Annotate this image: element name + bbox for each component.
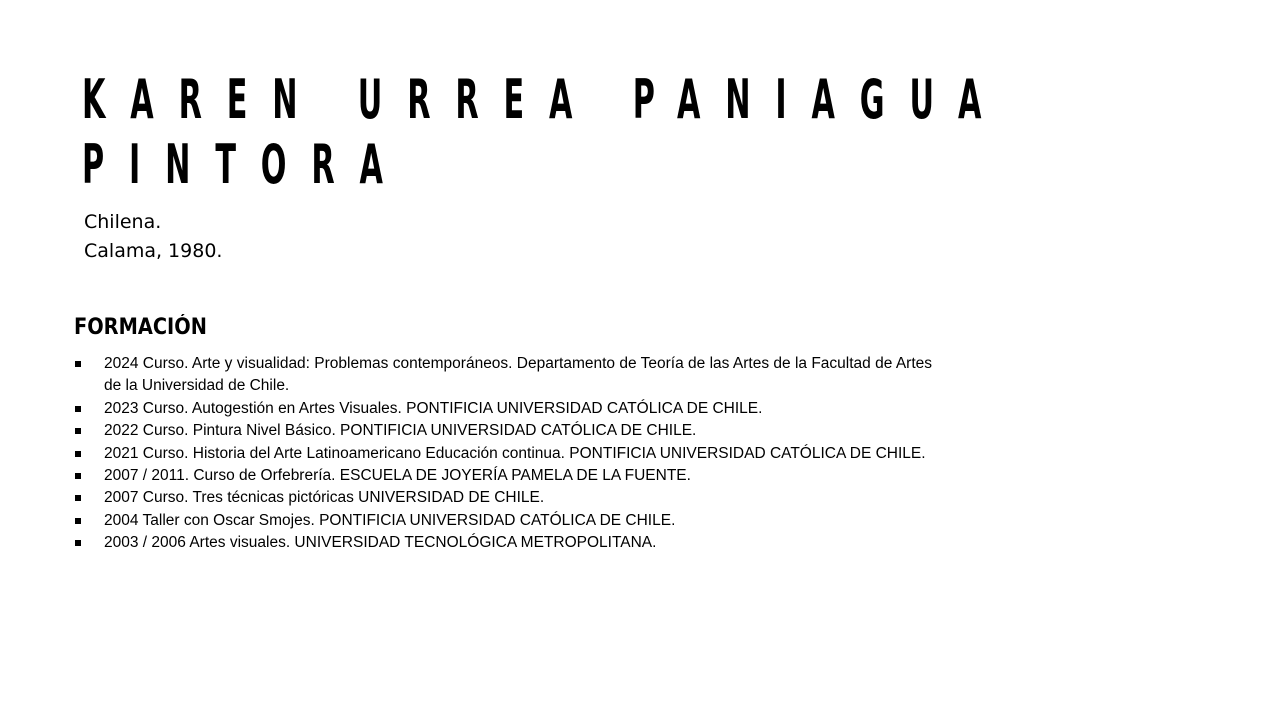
formacion-item-text: 2022 Curso. Pintura Nivel Básico. PONTIFICIA UNIVERSIDAD CATÓLICA DE CHILE. xyxy=(104,422,697,440)
formacion-heading: FORMACIÓN xyxy=(74,315,207,340)
formacion-item-text: 2021 Curso. Historia del Arte Latinoamericano Educación continua. PONTIFICIA UNIVERSIDAD CATÓLICA DE CHILE. xyxy=(104,444,926,462)
artist-profession-title: PINTORA xyxy=(82,133,408,196)
artist-name-title: KAREN URREA PANIAGUA xyxy=(82,68,1007,131)
square-bullet-icon xyxy=(75,473,81,479)
formacion-item xyxy=(74,487,932,509)
square-bullet-icon xyxy=(75,451,81,457)
formacion-item-text: 2023 Curso. Autogestión en Artes Visuales. PONTIFICIA UNIVERSIDAD CATÓLICA DE CHILE. xyxy=(104,399,763,417)
birthplace-year-text: Calama, 1980. xyxy=(84,240,223,262)
formacion-item xyxy=(74,398,932,420)
formacion-item xyxy=(74,420,932,442)
nationality-text: Chilena. xyxy=(84,211,162,233)
formacion-item xyxy=(74,532,932,554)
formacion-item xyxy=(74,353,932,398)
square-bullet-icon xyxy=(75,518,81,524)
square-bullet-icon xyxy=(75,495,81,501)
formacion-item xyxy=(74,465,932,487)
formacion-item-text: 2007 / 2011. Curso de Orfebrería. ESCUELA DE JOYERÍA PAMELA DE LA FUENTE. xyxy=(104,467,691,485)
square-bullet-icon xyxy=(75,361,81,367)
square-bullet-icon xyxy=(75,428,81,434)
formacion-item-text: 2024 Curso. Arte y visualidad: Problemas contemporáneos. Departamento de Teoría de las Artes de la Facultad de Artes de la Universidad de Chile. xyxy=(104,355,932,395)
square-bullet-icon xyxy=(75,406,81,412)
formacion-item xyxy=(74,510,932,532)
formacion-item-text: 2004 Taller con Oscar Smojes. PONTIFICIA UNIVERSIDAD CATÓLICA DE CHILE. xyxy=(104,511,676,529)
formacion-list xyxy=(74,353,932,555)
square-bullet-icon xyxy=(75,540,81,546)
formacion-item-text: 2003 / 2006 Artes visuales. UNIVERSIDAD TECNOLÓGICA METROPOLITANA. xyxy=(104,534,657,552)
formacion-item xyxy=(74,443,932,465)
formacion-item-text: 2007 Curso. Tres técnicas pictóricas UNIVERSIDAD DE CHILE. xyxy=(104,489,545,507)
